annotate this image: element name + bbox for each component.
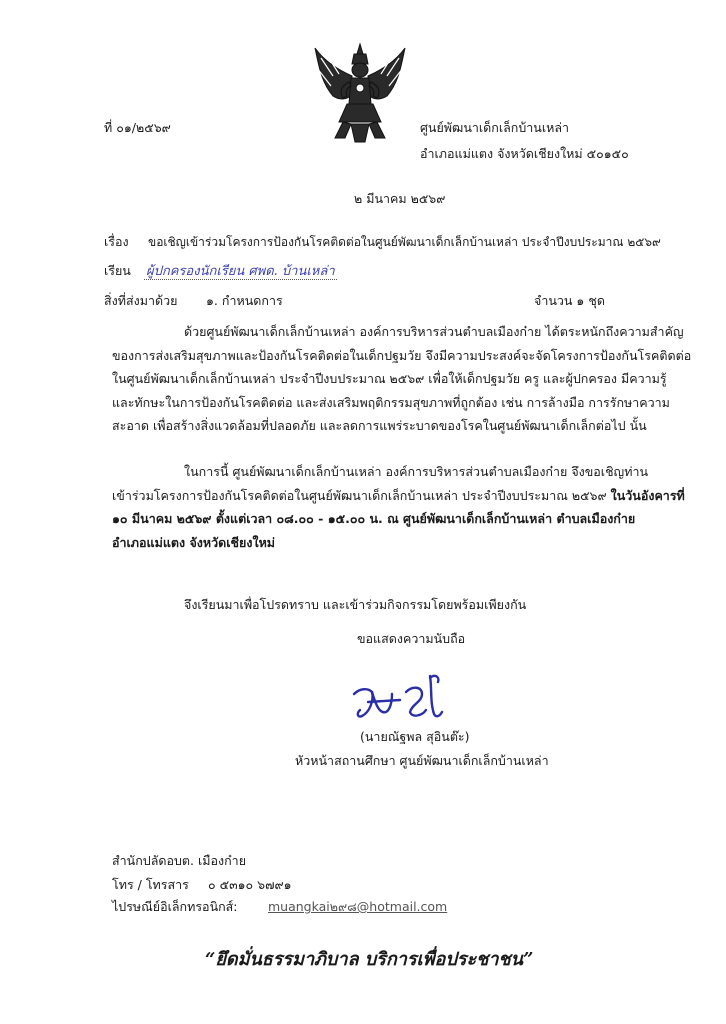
paragraph-1-line: สะอาด เพื่อสร้างสิ่งแวดล้อมที่ปลอดภัย และลดการแพร่ระบาดของโรคในศูนย์พัฒนาเด็กเล็กต่อไป นั้น	[112, 418, 647, 433]
enclosure-quantity: จำนวน ๑ ชุด	[534, 293, 605, 308]
footer-phone: ๐ ๕๓๑๐ ๖๗๙๑	[208, 877, 292, 892]
letter-date: ๒ มีนาคม ๒๕๖๙	[354, 191, 446, 206]
event-day-text: ในวันอังคารที่	[610, 487, 685, 503]
recipient-label: เรียน	[104, 263, 131, 278]
footer-email-label: ไปรษณีย์อิเล็กทรอนิกส์:	[112, 899, 238, 914]
organization-name: ศูนย์พัฒนาเด็กเล็กบ้านเหล่า	[420, 120, 570, 135]
paragraph-2-text: เข้าร่วมโครงการป้องกันโรคติดต่อในศูนย์พัฒนาเด็กเล็กบ้านเหล่า ประจำปีงบประมาณ ๒๕๖๙	[112, 487, 611, 503]
event-district-province: อำเภอแม่แตง จังหวัดเชียงใหม่	[112, 534, 276, 550]
paragraph-1-line: ของการส่งเสริมสุขภาพและป้องกันโรคติดต่อในเด็กปฐมวัย จึงมีความประสงค์จะจัดโครงการป้องกันโรคติดต่อ	[112, 347, 692, 363]
footer-phone-label: โทร / โทรสาร	[112, 877, 189, 892]
recipient-name-handwritten: ผู้ปกครองนักเรียน ศพด. บ้านเหล่า	[146, 264, 335, 279]
signatory-position: หัวหน้าสถานศึกษา ศูนย์พัฒนาเด็กเล็กบ้านเหล่า	[295, 753, 549, 768]
subject-label: เรื่อง	[104, 234, 129, 249]
enclosure-label: สิ่งที่ส่งมาด้วย	[104, 293, 178, 308]
paragraph-1-line: และทักษะในการป้องกันโรคติดต่อ และส่งเสริมพฤติกรรมสุขภาพที่ถูกต้อง เช่น การล้างมือ การรักษาความ	[112, 394, 670, 410]
signatory-name: (นายณัฐพล สุอินต๊ะ)	[360, 729, 470, 744]
salutation: ขอแสดงความนับถือ	[357, 631, 466, 646]
organization-address: อำเภอแม่แตง จังหวัดเชียงใหม่ ๕๐๑๕๐	[420, 146, 629, 161]
footer-motto: “ยึดมั่นธรรมาภิบาล บริการเพื่อประชาชน”	[205, 949, 534, 970]
body-paragraph-1	[112, 320, 692, 438]
enclosure-item: ๑. กำหนดการ	[206, 293, 283, 308]
paragraph-2-line	[112, 484, 685, 508]
paragraph-1-line: ในศูนย์พัฒนาเด็กเล็กบ้านเหล่า ประจำปีงบประมาณ ๒๕๖๙ เพื่อให้เด็กปฐมวัย ครู และผู้ปกครอง มีความรู้	[112, 371, 667, 386]
paragraph-2-line: ในการนี้ ศูนย์พัฒนาเด็กเล็กบ้านเหล่า องค์การบริหารส่วนตำบลเมืองก๋าย จึงขอเชิญท่าน	[184, 464, 649, 479]
body-paragraph-2	[112, 460, 685, 554]
handwritten-signature-icon	[350, 672, 450, 724]
paragraph-1-line: ด้วยศูนย์พัฒนาเด็กเล็กบ้านเหล่า องค์การบริหารส่วนตำบลเมืองก๋าย ได้ตระหนักถึงความสำคัญ	[184, 324, 684, 339]
footer-office: สำนักปลัดอบต. เมืองก๋าย	[112, 853, 247, 868]
event-datetime-location: ๑๐ มีนาคม ๒๕๖๙ ตั้งแต่เวลา ๐๘.๐๐ - ๑๕.๐๐ น. ณ ศูนย์พัฒนาเด็กเล็กบ้านเหล่า ตำบลเมืองก๋าย	[112, 511, 636, 526]
closing-line: จึงเรียนมาเพื่อโปรดทราบ และเข้าร่วมกิจกรรมโดยพร้อมเพียงกัน	[184, 597, 527, 612]
subject-text: ขอเชิญเข้าร่วมโครงการป้องกันโรคติดต่อในศูนย์พัฒนาเด็กเล็กบ้านเหล่า ประจำปีงบประมาณ ๒๕๖๙	[148, 235, 661, 249]
reference-number: ที่ ๐๑/๒๕๖๙	[104, 120, 171, 135]
garuda-emblem-icon	[311, 42, 409, 146]
footer-email-link[interactable]: muangkai๒๙๘@hotmail.com	[268, 899, 448, 914]
